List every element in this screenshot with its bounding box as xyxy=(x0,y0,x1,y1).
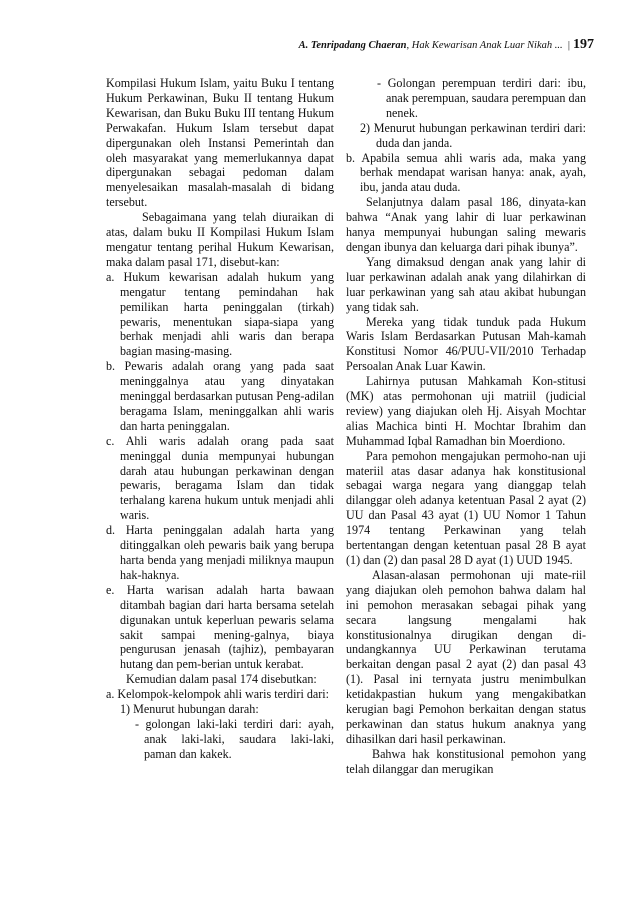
paragraph: Bahwa hak konstitusional pemohon yang telah dilanggar dan merugikan xyxy=(346,746,586,776)
header-separator: | xyxy=(565,40,570,51)
list-item: b. Pewaris adalah orang yang pada saat meninggalnya atau yang dinyatakan meninggal berdasarkan putusan Peng-adilan beragama Islam, meninggalkan ahli waris dan harta peninggalan. xyxy=(106,359,334,433)
paragraph: Kompilasi Hukum Islam, yaitu Buku I tentang Hukum Perkawinan, Buku II tentang Hukum Kewarisan, dan Buku Buku III tentang Hukum Perwakafan. Hukum Islam tersebut dapat dipergunakan oleh Instansi Pemerintah dan oleh masyarakat yang memerlukannya dapat dipergunakan sebagai pedoman dalam menyelesaikan masalah-masalah di bidang tersebut. xyxy=(106,76,334,210)
paragraph: Mereka yang tidak tunduk pada Hukum Waris Islam Berdasarkan Putusan Mah-kamah Konstitusi Nomor 46/PUU-VII/2010 Terhadap Persoalan Anak Luar Kawin. xyxy=(346,314,586,374)
dash-item: - golongan laki-laki terdiri dari: ayah, anak laki-laki, saudara laki-laki, paman dan kakek. xyxy=(135,716,334,761)
list-item: d. Harta peninggalan adalah harta yang ditinggalkan oleh pewaris baik yang berupa harta benda yang menjadi miliknya maupun hak-haknya. xyxy=(106,523,334,582)
paragraph: Selanjutnya dalam pasal 186, dinyata-kan bahwa “Anak yang lahir di luar perkawinan hanya mempunyai hubungan saling mewaris dengan ibunya dan keluarga dari pihak ibunya”. xyxy=(346,195,586,254)
left-column xyxy=(106,76,334,762)
paragraph: Sebagaimana yang telah diuraikan di atas, dalam buku II Kompilasi Hukum Islam mengatur tentang perihal Hukum Kewarisan, maka dalam pasal 171, disebut-kan: xyxy=(106,210,334,269)
paragraph: Para pemohon mengajukan permoho-nan uji materiil atas dasar adanya hak konstitusional sebagai warga negara yang dianggap telah dilanggar oleh adanya ketentuan Pasal 2 ayat (2) UU dan Pasal 43 ayat (1) UU Nomor 1 Tahun 1974 tentang Perkawinan yang telah bertentangan dengan ketentuan pasal 28 B ayat (1) dan (2) dan pasal 28 D ayat (1) UUD 1945. xyxy=(346,448,586,567)
running-header xyxy=(0,38,594,53)
list-item: a. Kelompok-kelompok ahli waris terdiri dari: xyxy=(106,687,330,702)
list-item: c. Ahli waris adalah orang pada saat meninggal dunia mempunyai hubungan darah atau hubungan perkawinan dengan pewaris, beragama Islam dan tidak terhalang karena hukum untuk menjadi ahli waris. xyxy=(106,433,334,523)
page-number: 197 xyxy=(573,37,594,52)
paragraph: Yang dimaksud dengan anak yang lahir di luar perkawinan adalah anak yang dilahirkan di luar perkawinan yang sah atau akibat hubungan yang tidak sah. xyxy=(346,254,586,314)
sub-list-item: 2) Menurut hubungan perkawinan terdiri dari: duda dan janda. xyxy=(360,120,586,150)
header-running-title: , Hak Kewarisan Anak Luar Nikah ... xyxy=(406,40,563,51)
list-item: b. Apabila semua ahli waris ada, maka yang berhak mendapat warisan hanya: anak, ayah, ibu, janda atau duda. xyxy=(346,150,586,195)
paragraph: Alasan-alasan permohonan uji mate-riil yang diajukan oleh pemohon bahwa dalam hal ini pemohon merasakan sebagai pihak yang secara langsung mengalami hak konstitusionalnya dirugikan dengan di-undangkannya UU Perkawinan terutama berkaitan dengan pasal 2 ayat (2) dan pasal 43 (1). Pasal ini ternyata justru menimbulkan ketidakpastian hukum yang mengakibatkan kerugian bagi Pemohon berkaitan dengan status perkawinan dan status hukum anaknya yang dihasilkan dari hasil perkawinan. xyxy=(346,567,586,746)
list-item: e. Harta warisan adalah harta bawaan ditambah bagian dari harta bersama setelah digunakan untuk keperluan pewaris selama sakit sampai mening-galnya, biaya pengurusan jenasah (tajhiz), pembayaran hutang dan pem-berian untuk kerabat. xyxy=(106,582,334,672)
paragraph: Lahirnya putusan Mahkamah Kon-stitusi (MK) atas permohonan uji matriil (judicial review) yang diajukan oleh Hj. Aisyah Mochtar alias Machica binti H. Mochtar Ibrahim dan Muhammad Iqbal Ramadhan bin Moerdiono. xyxy=(346,374,586,448)
paragraph: Kemudian dalam pasal 174 disebutkan: xyxy=(126,672,317,687)
list-item: a. Hukum kewarisan adalah hukum yang mengatur tentang pemindahan hak pemilikan harta peninggalan (tirkah) pewaris, menentukan siapa-siapa yang berhak menjadi ahli waris dan berapa bagian masing-masing. xyxy=(106,269,334,359)
sub-list-item: 1) Menurut hubungan darah: xyxy=(120,702,259,717)
dash-item: - Golongan perempuan terdiri dari: ibu, anak perempuan, saudara perempuan dan nenek. xyxy=(377,76,586,120)
header-author: A. Tenripadang Chaeran xyxy=(298,40,407,51)
right-column xyxy=(346,76,586,777)
